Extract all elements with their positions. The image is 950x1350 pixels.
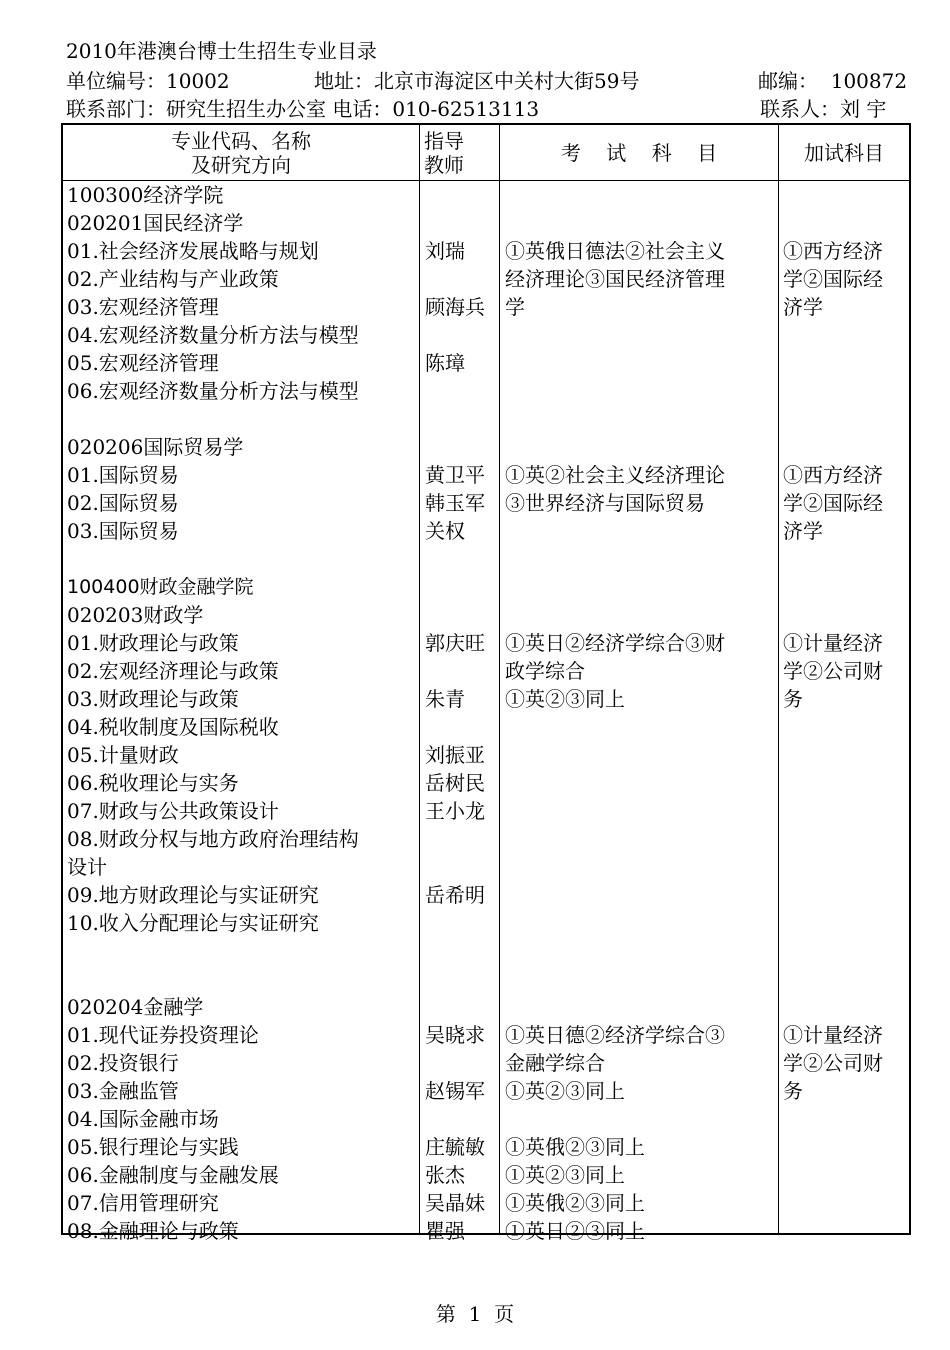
major-cell: 03.财政理论与政策 [67, 687, 239, 711]
unit-code: 单位编号：10002 [66, 69, 230, 93]
major-cell: 01.社会经济发展战略与规划 [67, 239, 319, 263]
exam-cell [505, 909, 779, 937]
exam-cell [505, 881, 779, 909]
header-advisor-line2: 教师 [424, 152, 464, 177]
major-cell: 01.国际贸易 [67, 463, 179, 487]
header-exam: 考 试 科 目 [560, 140, 718, 165]
major-cell [67, 545, 419, 573]
catalog-table [61, 123, 911, 1243]
exam-cell [505, 321, 779, 349]
document-title: 2010年港澳台博士生招生专业目录 [66, 39, 377, 63]
exam-cell: ①英②③同上 [505, 1079, 625, 1103]
extra-cell [783, 601, 909, 629]
exam-cell: ①英日德②经济学综合③ [505, 1023, 725, 1047]
exam-cell [505, 825, 779, 853]
advisor-cell: 岳树民 [425, 771, 485, 795]
extra-cell: 济学 [783, 519, 823, 543]
extra-cell [783, 433, 909, 461]
exam-cell: ①英②③同上 [505, 1163, 625, 1187]
exam-cell [505, 573, 779, 601]
advisor-cell [425, 713, 501, 741]
column-divider [419, 125, 420, 1233]
postcode: 邮编： 100872 [758, 69, 908, 93]
major-cell: 03.金融监管 [67, 1079, 179, 1103]
exam-cell: ①英日②经济学综合③财 [505, 631, 725, 655]
advisor-cell: 郭庆旺 [425, 631, 485, 655]
extra-cell [783, 1105, 909, 1133]
advisor-cell: 吴晶妹 [425, 1191, 485, 1215]
exam-cell [505, 769, 779, 797]
major-cell: 100300经济学院 [67, 183, 224, 207]
major-cell: 06.宏观经济数量分析方法与模型 [67, 379, 359, 403]
advisor-cell [425, 265, 501, 293]
extra-cell [783, 321, 909, 349]
extra-cell [783, 573, 909, 601]
advisor-cell: 庄毓敏 [425, 1135, 485, 1159]
extra-cell [783, 769, 909, 797]
extra-cell [783, 965, 909, 993]
major-cell: 02.投资银行 [67, 1051, 179, 1075]
exam-cell [505, 741, 779, 769]
exam-cell: ①英俄②③同上 [505, 1191, 645, 1215]
major-cell: 01.现代证券投资理论 [67, 1023, 259, 1047]
extra-cell [783, 181, 909, 209]
advisor-cell: 王小龙 [425, 799, 485, 823]
exam-cell: ①英②社会主义经济理论 [505, 463, 725, 487]
extra-cell [783, 349, 909, 377]
exam-cell [505, 937, 779, 965]
exam-cell [505, 209, 779, 237]
extra-column [783, 181, 909, 1245]
extra-cell [783, 1217, 909, 1245]
header-major [63, 125, 419, 180]
advisor-cell: 顾海兵 [425, 295, 485, 319]
exam-cell [505, 377, 779, 405]
major-cell: 02.产业结构与产业政策 [67, 267, 279, 291]
major-cell [67, 965, 419, 993]
major-cell: 03.国际贸易 [67, 519, 179, 543]
extra-cell [783, 741, 909, 769]
advisor-cell: 关权 [425, 519, 465, 543]
extra-cell [783, 405, 909, 433]
major-cell: 020204金融学 [67, 995, 204, 1019]
exam-cell [505, 545, 779, 573]
major-cell: 04.国际金融市场 [67, 1107, 219, 1131]
major-cell: 04.税收制度及国际税收 [67, 715, 279, 739]
major-column [67, 181, 419, 1245]
advisor-cell: 刘振亚 [425, 743, 485, 767]
exam-cell: 政学综合 [505, 659, 585, 683]
extra-cell [783, 1161, 909, 1189]
extra-cell [783, 1189, 909, 1217]
extra-cell: 济学 [783, 295, 823, 319]
exam-cell: ①英俄日德法②社会主义 [505, 239, 725, 263]
extra-cell: ①计量经济 [783, 1023, 883, 1047]
advisor-cell [425, 209, 501, 237]
advisor-cell [425, 321, 501, 349]
extra-cell [783, 209, 909, 237]
exam-cell: 金融学综合 [505, 1051, 605, 1075]
advisor-cell [425, 993, 501, 1021]
extra-cell [783, 909, 909, 937]
exam-cell: 经济理论③国民经济管理 [505, 267, 725, 291]
exam-cell: ①英日②③同上 [505, 1219, 645, 1243]
advisor-cell [425, 853, 501, 881]
extra-cell [783, 1133, 909, 1161]
advisor-column [425, 181, 501, 1245]
major-cell: 06.金融制度与金融发展 [67, 1163, 279, 1187]
advisor-cell: 刘瑞 [425, 239, 465, 263]
major-cell: 020201国民经济学 [67, 211, 244, 235]
advisor-cell: 黄卫平 [425, 463, 485, 487]
header-major-line1: 专业代码、名称 [171, 128, 311, 153]
exam-cell [505, 433, 779, 461]
extra-cell [783, 825, 909, 853]
major-cell: 10.收入分配理论与实证研究 [67, 911, 319, 935]
advisor-cell: 朱青 [425, 687, 465, 711]
major-cell: 100400财政金融学院 [67, 576, 254, 598]
extra-cell [783, 545, 909, 573]
major-cell: 05.银行理论与实践 [67, 1135, 239, 1159]
major-cell: 设计 [67, 855, 107, 879]
advisor-cell: 张杰 [425, 1163, 465, 1187]
extra-cell: 学②国际经 [783, 267, 883, 291]
advisor-cell [425, 377, 501, 405]
extra-cell: 务 [783, 687, 803, 711]
advisor-cell [425, 433, 501, 461]
exam-cell [505, 1105, 779, 1133]
advisor-cell [425, 937, 501, 965]
advisor-cell [425, 601, 501, 629]
major-cell: 01.财政理论与政策 [67, 631, 239, 655]
major-cell: 02.国际贸易 [67, 491, 179, 515]
extra-cell: 务 [783, 1079, 803, 1103]
major-cell [67, 937, 419, 965]
exam-cell: ①英②③同上 [505, 687, 625, 711]
advisor-cell [425, 1049, 501, 1077]
advisor-cell: 陈璋 [425, 351, 465, 375]
major-cell: 09.地方财政理论与实证研究 [67, 883, 319, 907]
extra-cell: 学②国际经 [783, 491, 883, 515]
major-cell: 05.宏观经济管理 [67, 351, 219, 375]
exam-cell [505, 405, 779, 433]
advisor-cell [425, 657, 501, 685]
extra-cell [783, 713, 909, 741]
header-major-line2: 及研究方向 [191, 152, 291, 177]
major-cell: 07.信用管理研究 [67, 1191, 219, 1215]
exam-cell: ①英俄②③同上 [505, 1135, 645, 1159]
advisor-cell: 赵锡军 [425, 1079, 485, 1103]
extra-cell [783, 377, 909, 405]
major-cell: 06.税收理论与实务 [67, 771, 239, 795]
advisor-cell: 吴晓求 [425, 1023, 485, 1047]
contact-person: 联系人：刘 宇 [760, 97, 887, 121]
exam-cell [505, 517, 779, 545]
exam-cell: 学 [505, 295, 525, 319]
advisor-cell [425, 965, 501, 993]
address: 地址：北京市海淀区中关村大街59号 [314, 69, 640, 93]
exam-cell [505, 993, 779, 1021]
advisor-cell [425, 405, 501, 433]
exam-column [505, 181, 779, 1245]
major-cell: 020203财政学 [67, 603, 204, 627]
advisor-cell [425, 573, 501, 601]
header-advisor [420, 125, 499, 180]
major-cell [67, 405, 419, 433]
exam-cell [505, 713, 779, 741]
major-cell: 03.宏观经济管理 [67, 295, 219, 319]
advisor-cell [425, 909, 501, 937]
advisor-cell [425, 545, 501, 573]
major-cell: 020206国际贸易学 [67, 435, 244, 459]
extra-cell [783, 881, 909, 909]
advisor-cell: 岳希明 [425, 883, 485, 907]
advisor-cell [425, 181, 501, 209]
extra-cell: ①西方经济 [783, 463, 883, 487]
advisor-cell: 瞿强 [425, 1219, 465, 1243]
advisor-cell: 韩玉军 [425, 491, 485, 515]
extra-cell: ①计量经济 [783, 631, 883, 655]
exam-cell [505, 965, 779, 993]
exam-cell [505, 853, 779, 881]
advisor-cell [425, 825, 501, 853]
header-extra: 加试科目 [804, 140, 884, 165]
exam-cell [505, 349, 779, 377]
major-cell: 08.金融理论与政策 [67, 1219, 239, 1243]
major-cell: 04.宏观经济数量分析方法与模型 [67, 323, 359, 347]
major-cell: 05.计量财政 [67, 743, 179, 767]
exam-cell: ③世界经济与国际贸易 [505, 491, 705, 515]
extra-cell [783, 853, 909, 881]
major-cell: 07.财政与公共政策设计 [67, 799, 279, 823]
major-cell: 02.宏观经济理论与政策 [67, 659, 279, 683]
page-number: 第 1 页 [435, 1302, 515, 1326]
exam-cell [505, 601, 779, 629]
exam-cell [505, 181, 779, 209]
extra-cell [783, 937, 909, 965]
exam-cell [505, 797, 779, 825]
extra-cell: ①西方经济 [783, 239, 883, 263]
advisor-cell [425, 1105, 501, 1133]
extra-cell [783, 993, 909, 1021]
extra-cell [783, 797, 909, 825]
extra-cell: 学②公司财 [783, 1051, 883, 1075]
major-cell: 08.财政分权与地方政府治理结构 [67, 827, 359, 851]
extra-cell: 学②公司财 [783, 659, 883, 683]
header-advisor-line1: 指导 [424, 128, 464, 153]
department-phone: 联系部门：研究生招生办公室 电话：010-62513113 [66, 97, 540, 121]
